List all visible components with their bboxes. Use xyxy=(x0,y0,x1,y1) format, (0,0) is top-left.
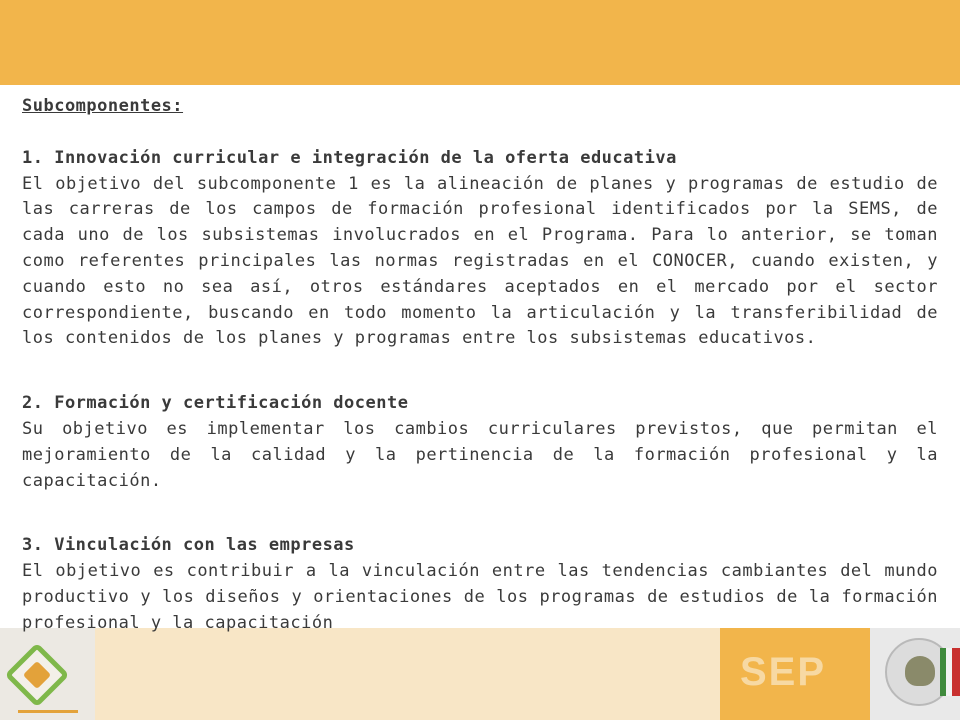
footer-bar xyxy=(0,628,960,720)
header-band xyxy=(0,0,960,85)
footer-center-panel xyxy=(95,628,720,720)
section-3-title: 3. Vinculación con las empresas xyxy=(22,535,355,556)
section-2-title: 2. Formación y certificación docente xyxy=(22,393,409,414)
section-2-body: Su objetivo es implementar los cambios curriculares previstos, que permitan el mejoramiento de la calidad y la pertinencia de la formación profesional y la capacitación. xyxy=(22,418,938,491)
slide-content xyxy=(22,94,938,637)
flag-red-stripe xyxy=(952,648,960,696)
section-1-body: El objetivo del subcomponente 1 es la alineación de planes y programas de estudio de las carreras de los campos de formación profesional identificados por la SEMS, de cada uno de los subsistemas involucrados en el Programa. Para lo anterior, se toman como referentes principales las normas registradas en el CONOCER, cuando existen, y cuando esto no sea así, otros estándares aceptados en el mercado por el sector correspondiente, buscando en todo momento la articulación y la transferibilidad de los contenidos de los planes y programas entre los subsistemas educativos. xyxy=(22,173,938,349)
eagle-icon xyxy=(905,656,935,686)
subheading: Subcomponentes: xyxy=(22,96,184,116)
section-1-title: 1. Innovación curricular e integración de la oferta educativa xyxy=(22,147,677,168)
section-3-body: El objetivo es contribuir a la vinculación entre las tendencias cambiantes del mundo productivo y los diseños y orientaciones de los programas de estudios de la formación profesional y la capacitación xyxy=(22,561,938,633)
sep-logo-text: SEP xyxy=(740,650,827,694)
logo-underline xyxy=(18,710,78,713)
